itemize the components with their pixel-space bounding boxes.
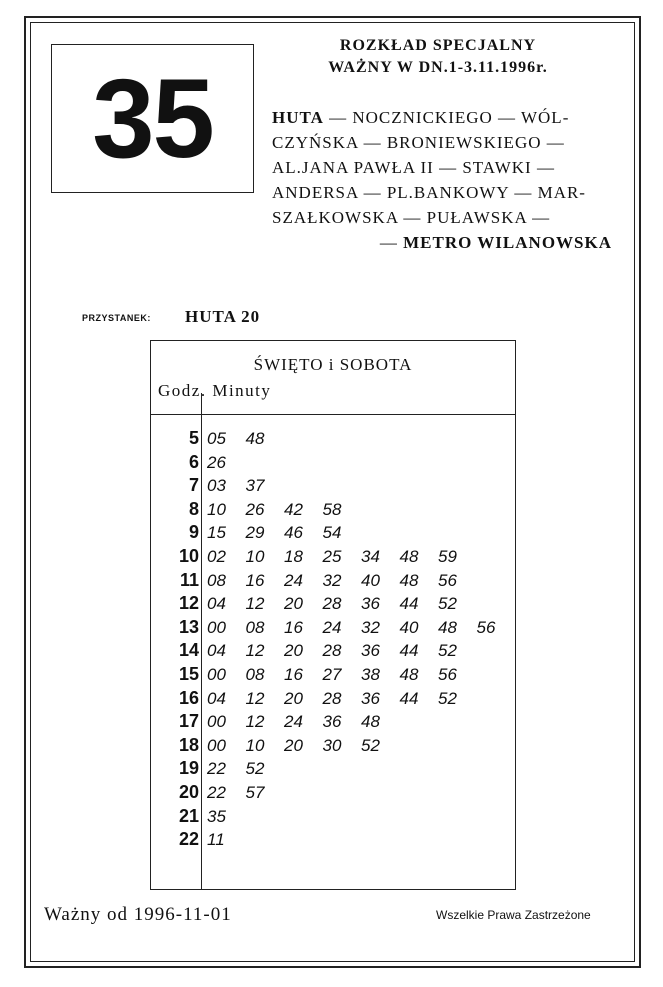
minute-value: 58 bbox=[322, 499, 342, 519]
route-number: 35 bbox=[92, 55, 213, 181]
minutes-cell bbox=[207, 805, 246, 829]
minute-value: 12 bbox=[245, 712, 265, 732]
stop-name: HUTA 20 bbox=[185, 307, 261, 326]
minutes-cell bbox=[207, 616, 515, 640]
hour-cell: 7 bbox=[188, 475, 199, 496]
minutes-cell bbox=[207, 781, 284, 805]
header-line-1: ROZKŁAD SPECJALNY bbox=[339, 37, 537, 54]
minute-value: 56 bbox=[438, 664, 457, 684]
minute-value: 08 bbox=[245, 617, 265, 637]
hour-cell: 8 bbox=[188, 498, 199, 519]
hour-cell: 17 bbox=[178, 711, 199, 732]
table-row bbox=[150, 710, 516, 734]
minutes-cell bbox=[207, 451, 246, 475]
route-line-2: CZYŃSKA — BRONIEWSKIEGO — bbox=[272, 133, 565, 152]
minute-value: 24 bbox=[322, 617, 342, 637]
minute-value: 22 bbox=[207, 759, 226, 779]
minute-value: 04 bbox=[207, 688, 226, 708]
minute-value: 52 bbox=[361, 735, 380, 755]
table-row bbox=[150, 427, 516, 451]
minute-value: 12 bbox=[245, 641, 265, 661]
minute-value: 28 bbox=[322, 688, 342, 708]
minutes-cell bbox=[207, 427, 284, 451]
minute-value: 24 bbox=[284, 712, 303, 732]
minute-value: 27 bbox=[322, 664, 342, 684]
minute-value: 48 bbox=[245, 429, 265, 448]
hour-cell: 21 bbox=[178, 805, 199, 826]
hour-cell: 10 bbox=[178, 545, 199, 566]
minute-value: 20 bbox=[284, 688, 303, 708]
minute-value: 52 bbox=[245, 759, 265, 779]
hour-cell: 9 bbox=[188, 522, 199, 543]
table-row bbox=[150, 451, 516, 475]
minute-value: 30 bbox=[322, 735, 342, 755]
minute-value: 52 bbox=[438, 688, 457, 708]
minute-value: 18 bbox=[284, 546, 303, 566]
stop-label: PRZYSTANEK: bbox=[82, 313, 151, 323]
schedule-header bbox=[268, 35, 608, 79]
route-line-6-dash: — bbox=[379, 233, 404, 252]
minute-value: 04 bbox=[207, 594, 226, 614]
minute-value: 36 bbox=[361, 594, 380, 614]
minute-value: 00 bbox=[207, 712, 226, 732]
table-row bbox=[150, 663, 516, 687]
table-row bbox=[150, 521, 516, 545]
minute-value: 52 bbox=[438, 641, 457, 661]
minute-value: 00 bbox=[207, 617, 226, 637]
minute-value: 10 bbox=[245, 735, 265, 755]
minute-value: 52 bbox=[438, 594, 457, 614]
minute-value: 57 bbox=[245, 782, 265, 802]
timetable-rows bbox=[150, 427, 516, 852]
minute-value: 25 bbox=[322, 546, 342, 566]
minutes-cell bbox=[207, 734, 400, 758]
minute-value: 16 bbox=[245, 570, 265, 590]
table-row bbox=[150, 805, 516, 829]
minutes-cell bbox=[207, 828, 246, 852]
minutes-cell bbox=[207, 474, 284, 498]
table-row bbox=[150, 781, 516, 805]
minute-value: 28 bbox=[322, 594, 342, 614]
minute-value: 35 bbox=[207, 806, 226, 826]
minute-value: 26 bbox=[245, 499, 265, 519]
hour-cell: 19 bbox=[178, 758, 199, 779]
minute-value: 36 bbox=[361, 641, 380, 661]
minute-value: 56 bbox=[476, 617, 496, 637]
minute-value: 48 bbox=[438, 617, 457, 637]
table-row bbox=[150, 474, 516, 498]
minutes-cell bbox=[207, 663, 477, 687]
minute-value: 54 bbox=[322, 523, 342, 543]
minute-value: 44 bbox=[399, 641, 419, 661]
minute-value: 48 bbox=[399, 546, 419, 566]
minute-value: 20 bbox=[284, 594, 303, 614]
header-divider bbox=[150, 414, 516, 415]
timetable-title: ŚWIĘTO i SOBOTA bbox=[253, 355, 413, 374]
minute-value: 44 bbox=[399, 688, 419, 708]
minute-value: 48 bbox=[399, 570, 419, 590]
minute-value: 29 bbox=[245, 523, 265, 543]
route-end: METRO WILANOWSKA bbox=[403, 233, 612, 252]
minute-value: 48 bbox=[361, 712, 380, 732]
minute-value: 32 bbox=[361, 617, 380, 637]
table-row bbox=[150, 828, 516, 852]
minute-value: 16 bbox=[284, 617, 303, 637]
hour-cell: 20 bbox=[178, 781, 199, 802]
route-description bbox=[272, 105, 612, 255]
route-line-3: AL.JANA PAWŁA II — STAWKI — bbox=[272, 158, 555, 177]
minute-value: 11 bbox=[207, 830, 225, 850]
minute-value: 12 bbox=[245, 594, 265, 614]
minute-value: 59 bbox=[438, 546, 457, 566]
route-line-4: ANDERSA — PL.BANKOWY — MAR- bbox=[272, 183, 586, 202]
header-line-2: WAŻNY W DN.1-3.11.1996r. bbox=[328, 59, 548, 76]
hour-cell: 18 bbox=[178, 734, 199, 755]
minute-value: 56 bbox=[438, 570, 457, 590]
table-row bbox=[150, 687, 516, 711]
hour-cell: 14 bbox=[178, 640, 199, 661]
minutes-cell bbox=[207, 498, 361, 522]
minutes-cell bbox=[207, 687, 477, 711]
hour-cell: 16 bbox=[178, 687, 199, 708]
minute-value: 20 bbox=[284, 735, 303, 755]
minute-value: 26 bbox=[207, 452, 226, 472]
hour-cell: 5 bbox=[188, 428, 199, 448]
route-line-6 bbox=[272, 230, 612, 255]
minutes-cell bbox=[207, 545, 477, 569]
hour-cell: 6 bbox=[188, 451, 199, 472]
minute-value: 00 bbox=[207, 735, 226, 755]
hour-cell: 22 bbox=[178, 829, 199, 850]
hour-cell: 11 bbox=[179, 569, 199, 590]
minutes-cell bbox=[207, 569, 477, 593]
minute-value: 20 bbox=[284, 641, 303, 661]
route-line-1 bbox=[272, 105, 612, 130]
minute-value: 05 bbox=[207, 429, 226, 448]
minute-value: 32 bbox=[322, 570, 342, 590]
hour-cell: 15 bbox=[178, 663, 199, 684]
minutes-cell bbox=[207, 710, 400, 734]
minute-value: 02 bbox=[207, 546, 226, 566]
route-line-5: SZAŁKOWSKA — PUŁAWSKA — bbox=[272, 208, 551, 227]
valid-from: Ważny od 1996-11-01 bbox=[44, 904, 232, 925]
minutes-cell bbox=[207, 639, 477, 663]
table-row bbox=[150, 545, 516, 569]
hour-cell: 13 bbox=[178, 616, 199, 637]
minute-value: 44 bbox=[399, 594, 419, 614]
table-row bbox=[150, 734, 516, 758]
minute-value: 36 bbox=[322, 712, 342, 732]
timetable-column-header: Godz. Minuty bbox=[158, 381, 272, 400]
minutes-cell bbox=[207, 521, 361, 545]
minute-value: 40 bbox=[399, 617, 419, 637]
minute-value: 12 bbox=[245, 688, 265, 708]
minute-value: 48 bbox=[399, 664, 419, 684]
minute-value: 34 bbox=[361, 546, 380, 566]
minute-value: 00 bbox=[207, 664, 226, 684]
table-row bbox=[150, 757, 516, 781]
minute-value: 10 bbox=[207, 499, 226, 519]
minute-value: 42 bbox=[284, 499, 303, 519]
copyright-notice: Wszelkie Prawa Zastrzeżone bbox=[436, 908, 591, 922]
table-row bbox=[150, 616, 516, 640]
hour-cell: 12 bbox=[178, 593, 199, 614]
minutes-cell bbox=[207, 757, 284, 781]
minute-value: 36 bbox=[361, 688, 380, 708]
minutes-cell bbox=[207, 592, 477, 616]
minute-value: 22 bbox=[207, 782, 226, 802]
table-row bbox=[150, 592, 516, 616]
minute-value: 24 bbox=[284, 570, 303, 590]
minute-value: 46 bbox=[284, 523, 303, 543]
table-row bbox=[150, 569, 516, 593]
minute-value: 15 bbox=[207, 523, 226, 543]
minute-value: 37 bbox=[245, 476, 265, 496]
route-start: HUTA bbox=[272, 108, 324, 127]
minute-value: 28 bbox=[322, 641, 342, 661]
table-row bbox=[150, 498, 516, 522]
minute-value: 08 bbox=[207, 570, 226, 590]
minute-value: 10 bbox=[245, 546, 265, 566]
minute-value: 16 bbox=[284, 664, 303, 684]
table-row bbox=[150, 639, 516, 663]
route-line-1-rest: — NOCZNICKIEGO — WÓL- bbox=[323, 108, 570, 127]
minute-value: 08 bbox=[245, 664, 265, 684]
minute-value: 38 bbox=[361, 664, 380, 684]
minute-value: 04 bbox=[207, 641, 226, 661]
minute-value: 03 bbox=[207, 476, 226, 496]
minute-value: 40 bbox=[361, 570, 380, 590]
